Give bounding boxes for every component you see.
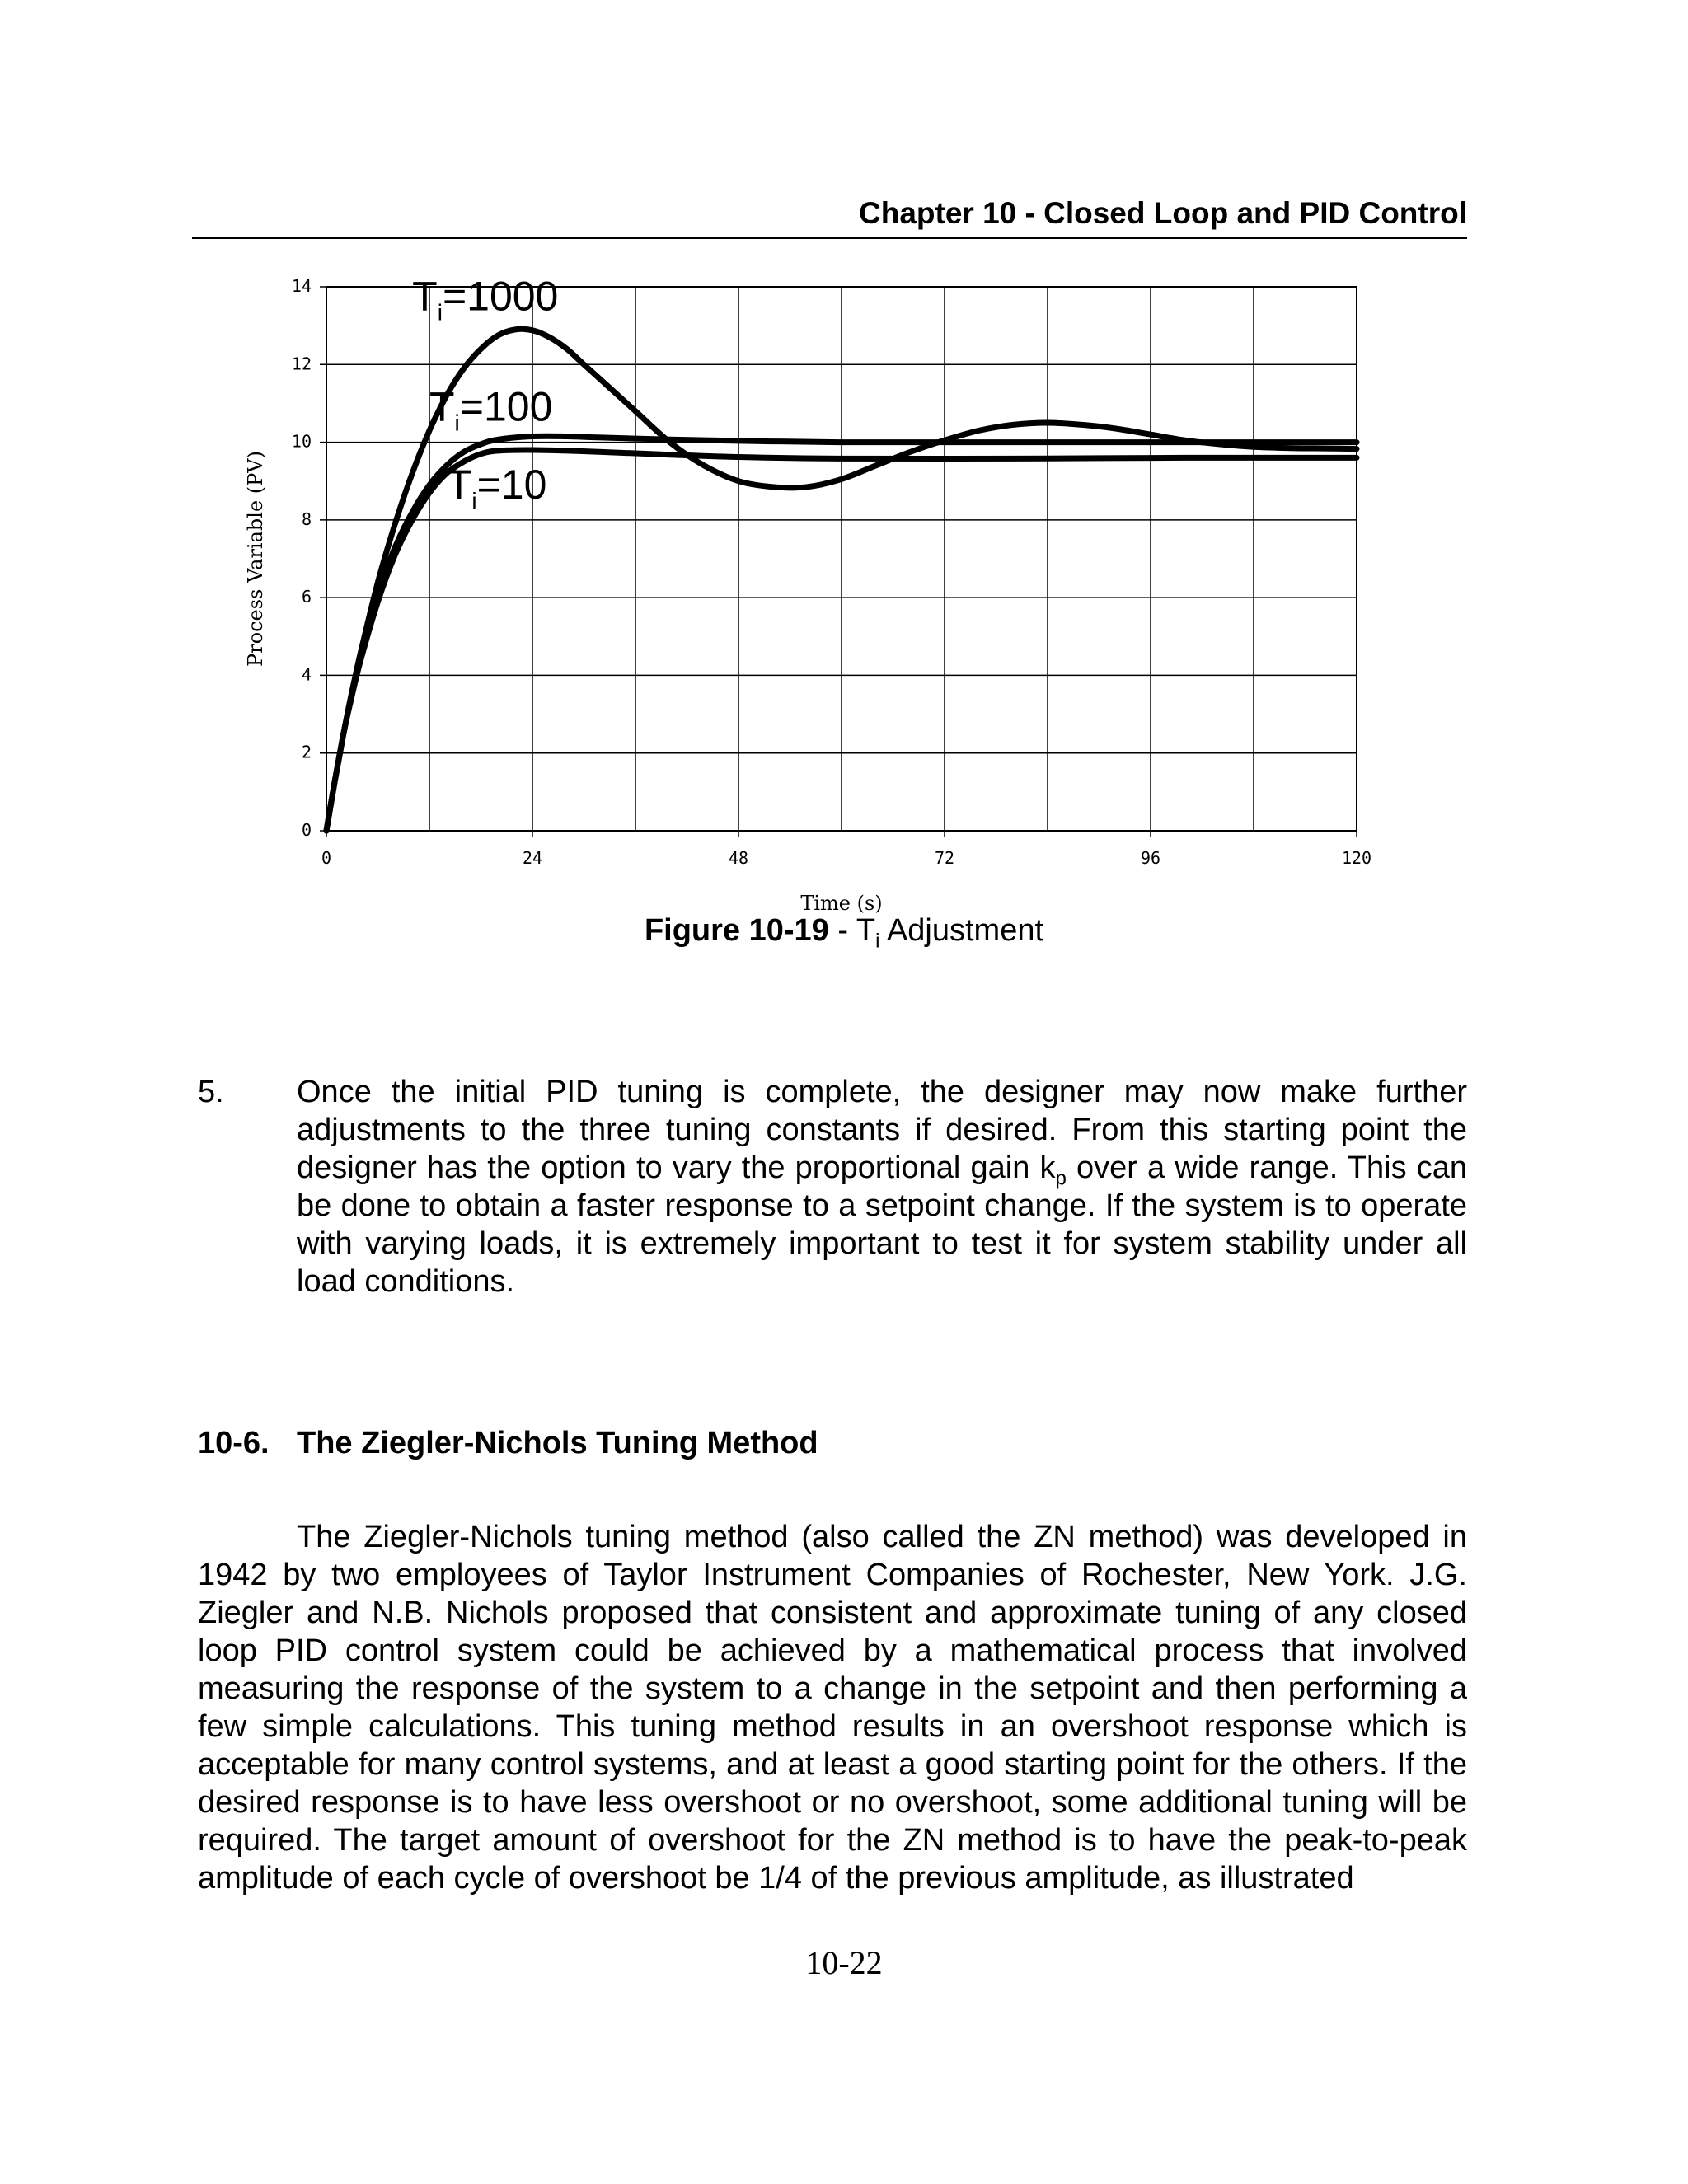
list-item-number: 5. [198, 1075, 224, 1109]
x-tick-label: 96 [1140, 848, 1161, 868]
series-label: $T_i=10$ [446, 461, 547, 513]
chart-svg [239, 264, 1418, 923]
figure-caption [0, 913, 1688, 954]
figure-caption-separator: - [828, 913, 856, 948]
x-tick-label: 24 [522, 848, 543, 868]
x-tick-label: 120 [1341, 848, 1372, 868]
y-axis-label: Process Variable (PV) [244, 451, 267, 667]
section-number: 10-6. [198, 1426, 270, 1460]
section-title: The Ziegler-Nichols Tuning Method [297, 1426, 818, 1460]
x-axis-label: Time (s) [800, 892, 883, 915]
section-heading [198, 1426, 1467, 1461]
figure-chart [239, 264, 1418, 1203]
y-tick-label: 12 [291, 354, 312, 374]
list-text-part-2: over a wide range. This can be done to obtain a faster response to a setpoint change. If the system is to operate with varying loads, it is extremely important to test it for system stability under all load conditions. [297, 1151, 1468, 1299]
figure-caption-number: Figure 10-19 [644, 913, 829, 948]
list-text-part-1: Once the initial PID tuning is complete, the designer may now make further adjustments to the three tuning constants if desired. From this starting point the designer has the option to vary the proportional gain k [297, 1075, 1467, 1185]
figure-caption-subscript: i [875, 930, 880, 953]
header-rule [192, 237, 1467, 239]
y-tick-label: 10 [291, 431, 312, 452]
figure-caption-symbol: T [856, 913, 876, 948]
list-item-text [297, 1073, 1467, 1301]
body-paragraph: The Ziegler-Nichols tuning method (also called the ZN method) was developed in 1942 by two employees of Taylor Instrument Companies of Rochester, New York. J.G. Ziegler and N.B. Nichols proposed that consistent and approximate tuning of any closed loop PID control system could be achieved by a mathematical process that involved measuring the response of the system to a change in the setpoint and then performing a few simple calculations. This tuning method results in an overshoot response which is acceptable for many control systems, and at least a good starting point for the others. If the desired response is to have less overshoot or no overshoot, some additional tuning will be required. The target amount of overshoot for the ZN method is to have the peak-to-peak amplitude of each cycle of overshoot be 1/4 of the previous amplitude, as illustrated [198, 1520, 1467, 1896]
chapter-header: Chapter 10 - Closed Loop and PID Control [859, 196, 1467, 230]
y-tick-label: 0 [301, 820, 312, 840]
list-text-subscript: p [1055, 1167, 1067, 1190]
page-number: 10-22 [805, 1944, 883, 1981]
figure-caption-text: Adjustment [879, 913, 1044, 948]
x-tick-label: 72 [934, 848, 955, 868]
y-tick-label: 6 [301, 587, 312, 607]
y-tick-label: 2 [301, 742, 312, 762]
series-label: $T_i=1000$ [412, 273, 559, 326]
x-tick-label: 0 [321, 848, 332, 868]
x-tick-label: 48 [728, 848, 749, 868]
series-label: $T_i=100$ [429, 383, 553, 436]
y-tick-label: 14 [291, 276, 312, 296]
y-tick-label: 4 [301, 664, 312, 685]
y-tick-label: 8 [301, 509, 312, 529]
chart-grid [320, 287, 1357, 831]
